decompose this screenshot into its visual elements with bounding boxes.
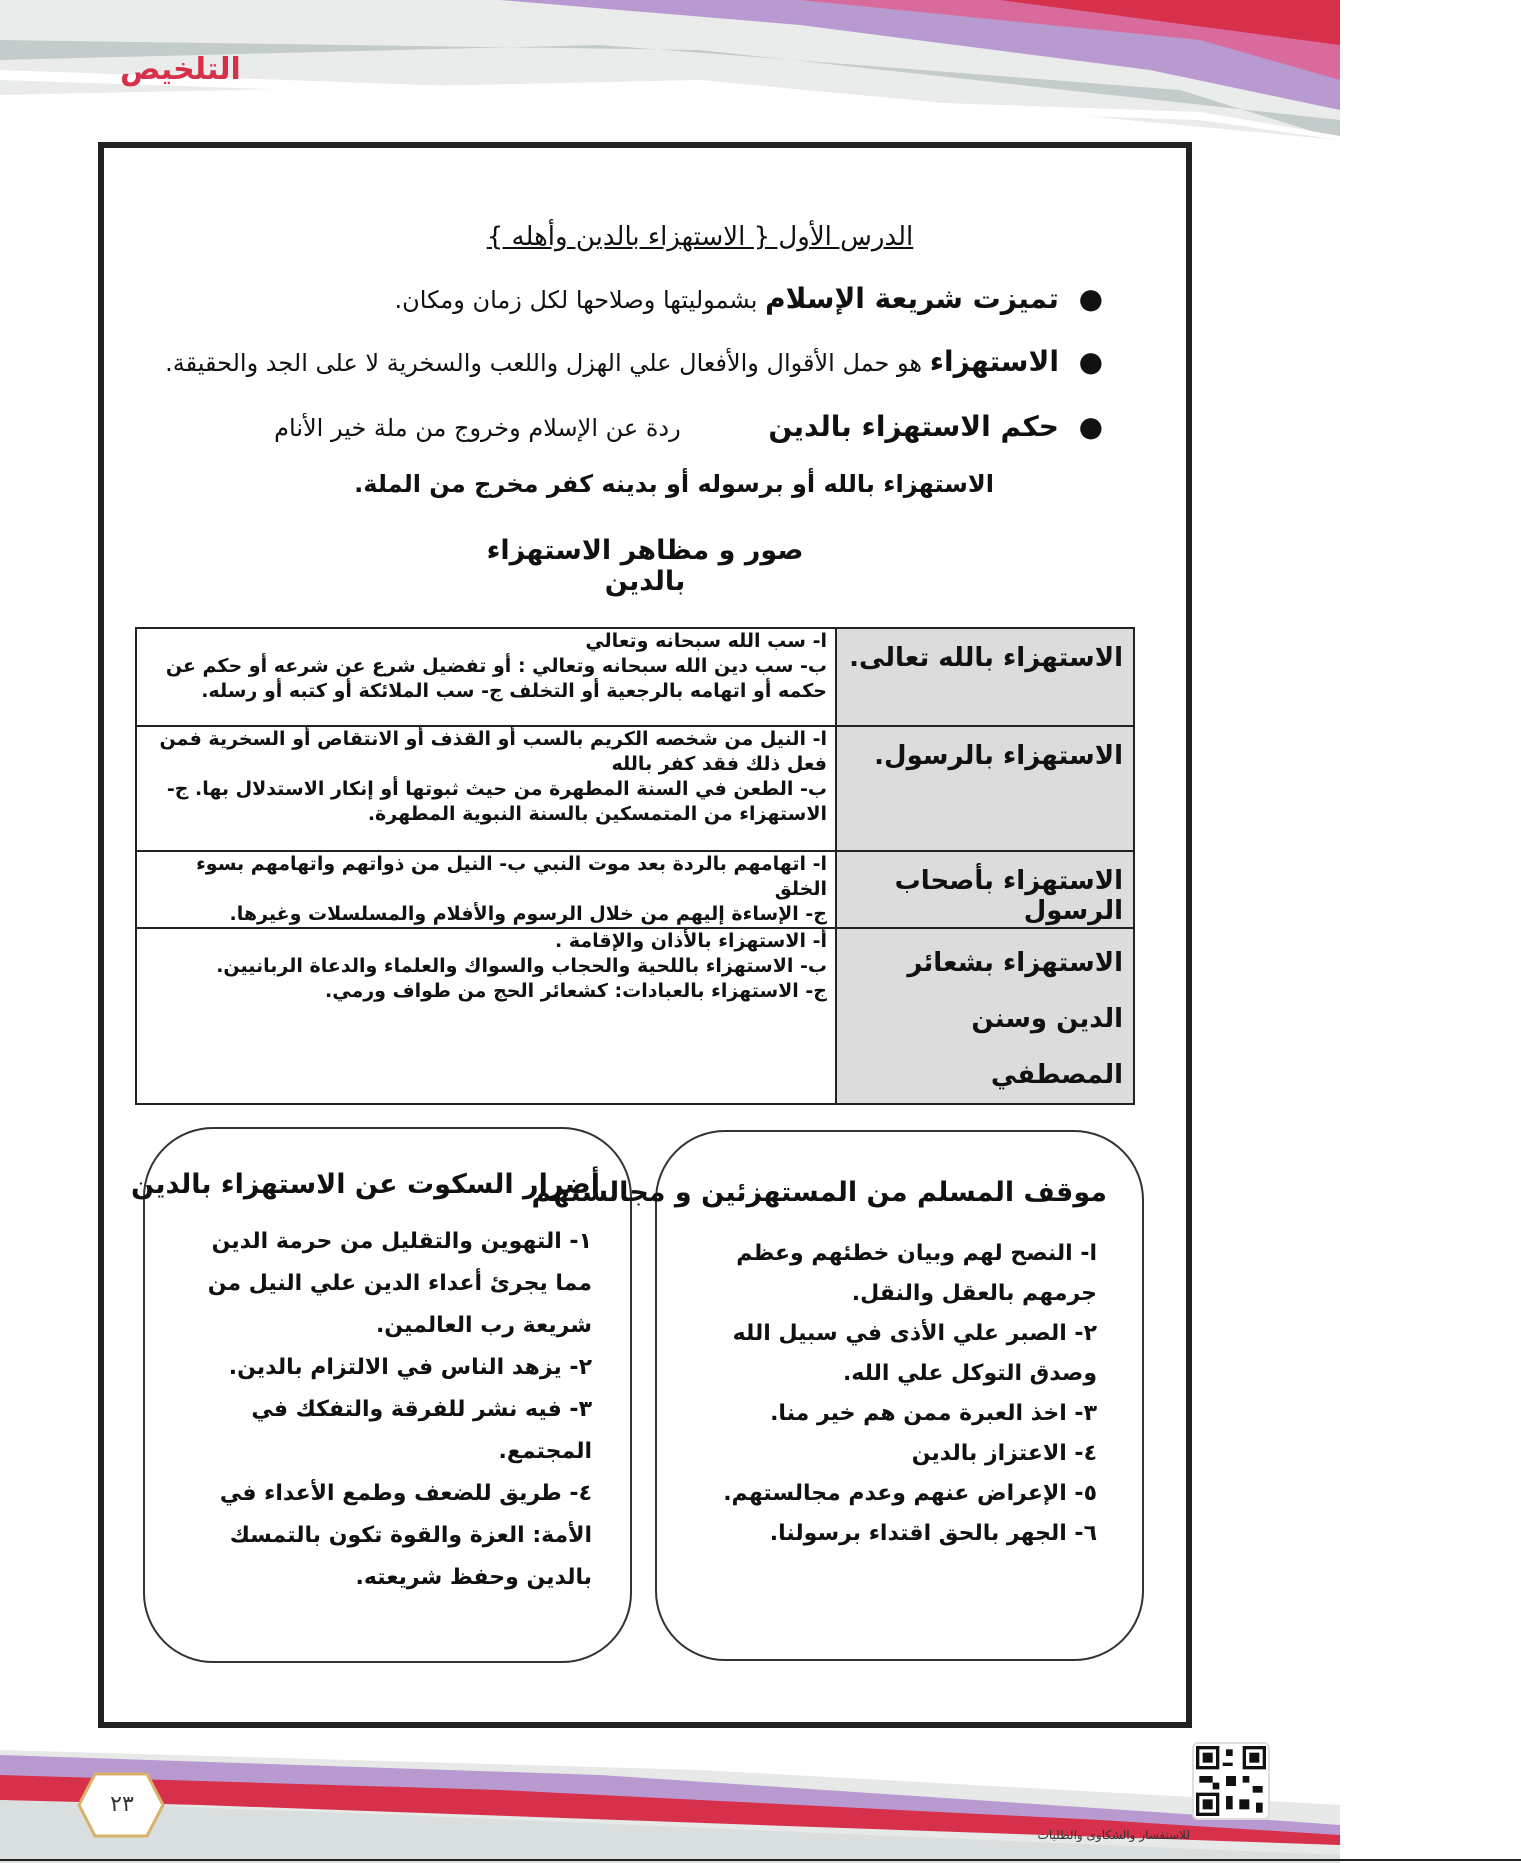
category-cell: الاستهزاء بالله تعالى.: [836, 628, 1134, 726]
bullet-mockery-definition: [165, 345, 1103, 378]
bullet-dot: ●: [1078, 282, 1103, 315]
bullet-mockery-ruling: [274, 410, 1103, 443]
bullet-text: هو حمل الأقوال والأفعال علي الهزل واللعب والسخرية لا على الجد والحقيقة.: [165, 349, 923, 377]
list-item: ٦- الجهر بالحق اقتداء برسولنا.: [769, 1521, 1097, 1546]
list-item: ٣- فيه نشر للفرقة والتفكك في المجتمع.: [251, 1397, 592, 1464]
bullet-text: ردة عن الإسلام وخروج من ملة خير الأنام: [274, 414, 681, 442]
harms-list: [182, 1221, 592, 1599]
description-line: ب- سب دين الله سبحانه وتعالي : أو تفضيل شرع عن شرعه أو حكم عن حكمه أو اتهامه بالرجعية أو التخلف ج- سب الملائكة أو كتبه أو رسله.: [165, 655, 827, 702]
list-item: ٢- يزهد الناس في الالتزام بالدين.: [228, 1355, 592, 1380]
table-row: [136, 628, 1134, 726]
list-item: ٥- الإعراض عنهم وعدم مجالستهم.: [723, 1481, 1097, 1506]
table-row: [136, 726, 1134, 851]
bullet-dot: ●: [1078, 410, 1103, 443]
qr-caption: للاستفسار والشكاوى والطلبات: [1037, 1828, 1190, 1842]
category-cell: الاستهزاء بشعائر الدين وسنن المصطفي: [836, 928, 1134, 1104]
description-line: ب- الطعن في السنة المطهرة من حيث ثبوتها أو إنكار الاستدلال بها. ج- الاستهزاء من المتمسكين بالسنة النبوية المطهرة.: [166, 778, 827, 825]
description-cell: [136, 628, 836, 726]
bottom-band: [0, 1745, 1521, 1863]
category-cell: الاستهزاء بالرسول.: [836, 726, 1134, 851]
bullet-term: تميزت شريعة الإسلام: [765, 282, 1059, 315]
category-cell: الاستهزاء بأصحاب الرسول: [836, 851, 1134, 928]
lesson-title: الدرس الأول { الاستهزاء بالدين وأهله }: [486, 222, 914, 252]
harms-title: أضرار السكوت عن الاستهزاء بالدين: [131, 1169, 600, 1200]
description-line: ج- الإساءة إليهم من خلال الرسوم والأفلام والمسلسلات وغيرها.: [229, 903, 827, 925]
bullet-term: الاستهزاء: [929, 345, 1059, 378]
bullet-islam-law: [395, 282, 1103, 315]
list-item: ا- النصح لهم وبيان خطئهم وعظم جرمهم بالعقل والنقل.: [736, 1241, 1097, 1306]
qr-code-icon[interactable]: [1192, 1742, 1270, 1820]
description-line: أ- الاستهزاء بالأذان والإقامة .: [555, 930, 827, 952]
list-item: ٣- اخذ العبرة ممن هم خير منا.: [770, 1401, 1097, 1426]
table-row: [136, 851, 1134, 928]
bullet-text: بشموليتها وصلاحها لكل زمان ومكان.: [394, 286, 758, 314]
description-cell: [136, 726, 836, 851]
section-label: التلخيص: [120, 52, 241, 87]
forms-table: [135, 627, 1135, 1105]
ruling-detail: الاستهزاء بالله أو برسوله أو بدينه كفر مخرج من الملة.: [354, 470, 994, 498]
page-number: ٢٣: [110, 1792, 134, 1817]
description-line: ب- الاستهزاء باللحية والحجاب والسواك والعلماء والدعاة الربانيين.: [216, 955, 827, 977]
list-item: ٢- الصبر علي الأذى في سبيل الله وصدق التوكل علي الله.: [732, 1321, 1097, 1386]
description-cell: [136, 851, 836, 928]
list-item: ١- التهوين والتقليل من حرمة الدين مما يجرئ أعداء الدين علي النيل من شريعة رب العالمين.: [207, 1229, 592, 1338]
list-item: ٤- طريق للضعف وطمع الأعداء في الأمة: العزة والقوة تكون بالتمسك بالدين وحفظ شريعته.: [219, 1481, 592, 1590]
description-line: ا- سب الله سبحانه وتعالي: [585, 630, 827, 652]
stance-list: [697, 1234, 1097, 1554]
bullet-term: حكم الاستهزاء بالدين: [768, 410, 1059, 443]
forms-heading: صور و مظاهر الاستهزاء بالدين: [486, 535, 804, 597]
stance-title: موقف المسلم من المستهزئين و مجالستهم: [531, 1177, 1107, 1208]
description-line: ج- الاستهزاء بالعبادات: كشعائر الحج من طواف ورمي.: [325, 980, 827, 1002]
stance-box: [531, 1130, 1144, 1661]
description-line: ا- النيل من شخصه الكريم بالسب أو القذف أو الانتقاص أو السخرية فمن فعل ذلك فقد كفر بالله: [159, 728, 827, 775]
list-item: ٤- الاعتزاز بالدين: [911, 1441, 1097, 1466]
bullet-dot: ●: [1078, 345, 1103, 378]
table-row: [136, 928, 1134, 1104]
description-cell: [136, 928, 836, 1104]
description-line: ا- اتهامهم بالردة بعد موت النبي ب- النيل من ذواتهم واتهامهم بسوء الخلق: [196, 853, 827, 900]
